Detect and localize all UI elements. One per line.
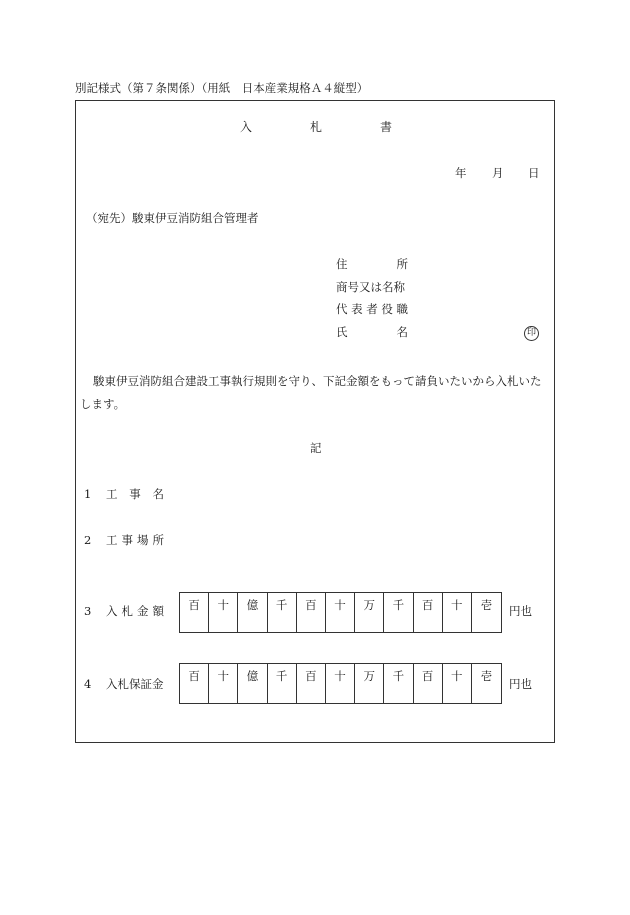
- label-char: 場: [137, 533, 149, 547]
- form-frame: [75, 100, 555, 743]
- digit-cell[interactable]: 十: [443, 593, 472, 633]
- label-char: 者: [366, 302, 378, 316]
- item-2-label: [106, 535, 164, 547]
- digit-cell[interactable]: 億: [238, 593, 267, 633]
- digit-cell[interactable]: 百: [180, 664, 209, 704]
- bid-amount-grid: [179, 592, 502, 633]
- date-day-label: 日: [528, 166, 540, 180]
- body-text-line-1: 駿東伊豆消防組合建設工事執行規則を守り、下記金額をもって請負いたいから入札いた: [93, 374, 542, 388]
- digit-cell[interactable]: 百: [414, 664, 443, 704]
- ki-heading: 記: [310, 441, 322, 455]
- item-1-number: 1: [84, 487, 92, 501]
- label-char: 役: [381, 302, 393, 316]
- label-char: 所: [396, 257, 408, 271]
- digit-cell[interactable]: 十: [326, 664, 355, 704]
- label-char: 事: [121, 533, 133, 547]
- label-char: 工: [106, 487, 118, 501]
- title-char: 書: [379, 120, 392, 134]
- digit-cell[interactable]: 億: [238, 664, 267, 704]
- representative-title-label: [336, 304, 408, 316]
- digit-cell[interactable]: 百: [297, 664, 326, 704]
- title-char: 入: [240, 120, 253, 134]
- label-char: 表: [351, 302, 363, 316]
- label-char: 額: [152, 604, 164, 618]
- digit-cell[interactable]: 百: [414, 593, 443, 633]
- item-3-number: 3: [84, 604, 92, 618]
- label-char: 事: [129, 487, 141, 501]
- addressee: （宛先）駿東伊豆消防組合管理者: [86, 211, 259, 225]
- digit-cell[interactable]: 壱: [480, 669, 493, 683]
- label-char: 所: [152, 533, 164, 547]
- body-text-line-2: します。: [80, 397, 126, 411]
- digit-cell[interactable]: 千: [268, 664, 297, 704]
- label-char: 工: [106, 533, 118, 547]
- name-label: [336, 327, 408, 339]
- label-char: 氏: [336, 325, 348, 339]
- digit-cell[interactable]: 千: [268, 593, 297, 633]
- label-char: 名: [396, 325, 408, 339]
- digit-cell[interactable]: 壱: [480, 598, 493, 612]
- digit-cell[interactable]: 千: [384, 593, 413, 633]
- digit-cell[interactable]: 千: [384, 664, 413, 704]
- label-char: 金: [137, 604, 149, 618]
- item-2-number: 2: [84, 533, 92, 547]
- digit-cell[interactable]: 十: [326, 593, 355, 633]
- seal-circle: 印: [524, 326, 539, 341]
- digit-cell[interactable]: 百: [297, 593, 326, 633]
- address-label: [336, 259, 408, 271]
- item-1-label: [106, 489, 164, 501]
- item-4-label: 入札保証金: [106, 677, 164, 691]
- label-char: 名: [152, 487, 164, 501]
- digit-cell[interactable]: 万: [355, 593, 384, 633]
- label-char: 職: [396, 302, 408, 316]
- label-char: 住: [336, 257, 348, 271]
- item-4-number: 4: [84, 677, 92, 691]
- digit-cell[interactable]: 十: [443, 664, 472, 704]
- digit-cell[interactable]: 十: [209, 593, 238, 633]
- item-3-label: [106, 606, 164, 618]
- form-title: [240, 121, 392, 133]
- company-name-label: 商号又は名称: [336, 280, 405, 294]
- bid-bond-grid: [179, 663, 502, 704]
- label-char: 代: [336, 302, 348, 316]
- bid-bond-suffix: 円也: [509, 677, 532, 691]
- digit-cell[interactable]: 百: [180, 593, 209, 633]
- date-year-label: 年: [455, 166, 467, 180]
- bid-amount-suffix: 円也: [509, 604, 532, 618]
- label-char: 札: [121, 604, 133, 618]
- digit-cell[interactable]: 万: [355, 664, 384, 704]
- seal-mark: [524, 326, 539, 341]
- digit-cell[interactable]: 十: [209, 664, 238, 704]
- title-char: 札: [309, 120, 322, 134]
- form-header-note: 別記様式（第７条関係）（用紙 日本産業規格Ａ４縦型）: [75, 81, 369, 95]
- date-month-label: 月: [492, 166, 504, 180]
- label-char: 入: [106, 604, 118, 618]
